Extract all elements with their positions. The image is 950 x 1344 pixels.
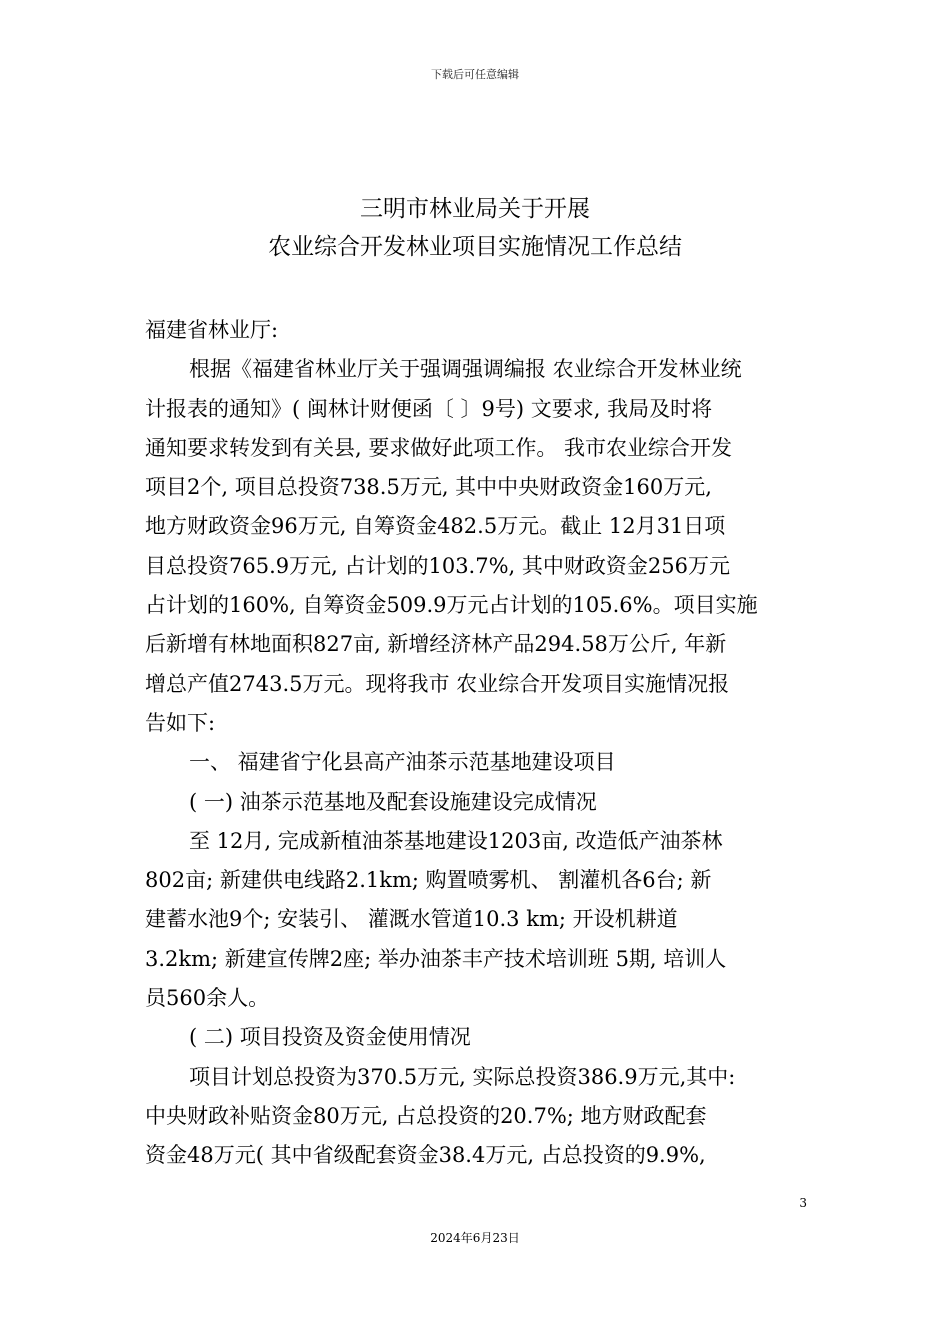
footer-date: 2024年6月23日 (430, 1231, 520, 1245)
text-line: 计报表的通知》( 闽林计财便函〔 〕9号) 文要求, 我局及时将 (145, 396, 713, 421)
text-line: 告如下: (145, 710, 216, 735)
text-line: 后新增有林地面积827亩, 新增经济林产品294.58万公斤, 年新 (145, 632, 727, 657)
text-line: 占计划的160%, 自筹资金509.9万元占计划的105.6%。项目实施 (145, 593, 758, 618)
text-line: ( 二) 项目投资及资金使用情况 (189, 1025, 471, 1050)
section-heading-1 (145, 743, 813, 782)
text-line: 通知要求转发到有关县, 要求做好此项工作。 我市农业综合开发 (145, 435, 733, 460)
text-line: 至 12月, 完成新植油茶基地建设1203亩, 改造低产油茶林 (189, 828, 723, 853)
text-line: 中央财政补贴资金80万元, 占总投资的20.7%; 地方财政配套 (145, 1103, 707, 1128)
text-line: 一、 福建省宁化县高产油茶示范基地建设项目 (189, 750, 616, 775)
subsection-heading-1 (145, 783, 813, 822)
text-line: 项目计划总投资为370.5万元, 实际总投资386.9万元,其中: (189, 1064, 736, 1089)
header-note: 下载后可任意编辑 (431, 68, 519, 81)
text-line: 项目2个, 项目总投资738.5万元, 其中中央财政资金160万元, (145, 475, 712, 500)
document-title-line-2: 农业综合开发林业项目实施情况工作总结 (268, 234, 682, 260)
text-line: 增总产值2743.5万元。现将我市 农业综合开发项目实施情况报 (145, 671, 730, 696)
paragraph-construction (145, 822, 813, 1018)
document-body (145, 311, 813, 1176)
text-line: 员560余人。 (145, 986, 270, 1011)
document-title-line-1: 三明市林业局关于开展 (360, 196, 590, 222)
text-line: 资金48万元( 其中省级配套资金38.4万元, 占总投资的9.9%, (145, 1143, 706, 1168)
page-number: 3 (799, 1196, 807, 1210)
text-line: 3.2km; 新建宣传牌2座; 举办油茶丰产技术培训班 5期, 培训人 (145, 946, 727, 971)
text-line: 802亩; 新建供电线路2.1km; 购置喷雾机、 割灌机各6台; 新 (145, 868, 712, 893)
text-line: 建蓄水池9个; 安装引、 灌溉水管道10.3 km; 开设机耕道 (145, 907, 678, 932)
text-line: ( 一) 油茶示范基地及配套设施建设完成情况 (189, 789, 597, 814)
text-line: 地方财政资金96万元, 自筹资金482.5万元。截止 12月31日项 (145, 514, 726, 539)
salutation: 福建省林业厅: (145, 318, 279, 342)
text-line: 根据《福建省林业厅关于强调强调编报 农业综合开发林业统 (189, 357, 742, 382)
text-line: 目总投资765.9万元, 占计划的103.7%, 其中财政资金256万元 (145, 553, 730, 578)
paragraph-investment (145, 1058, 813, 1176)
subsection-heading-2 (145, 1018, 813, 1057)
paragraph-intro (145, 350, 813, 743)
